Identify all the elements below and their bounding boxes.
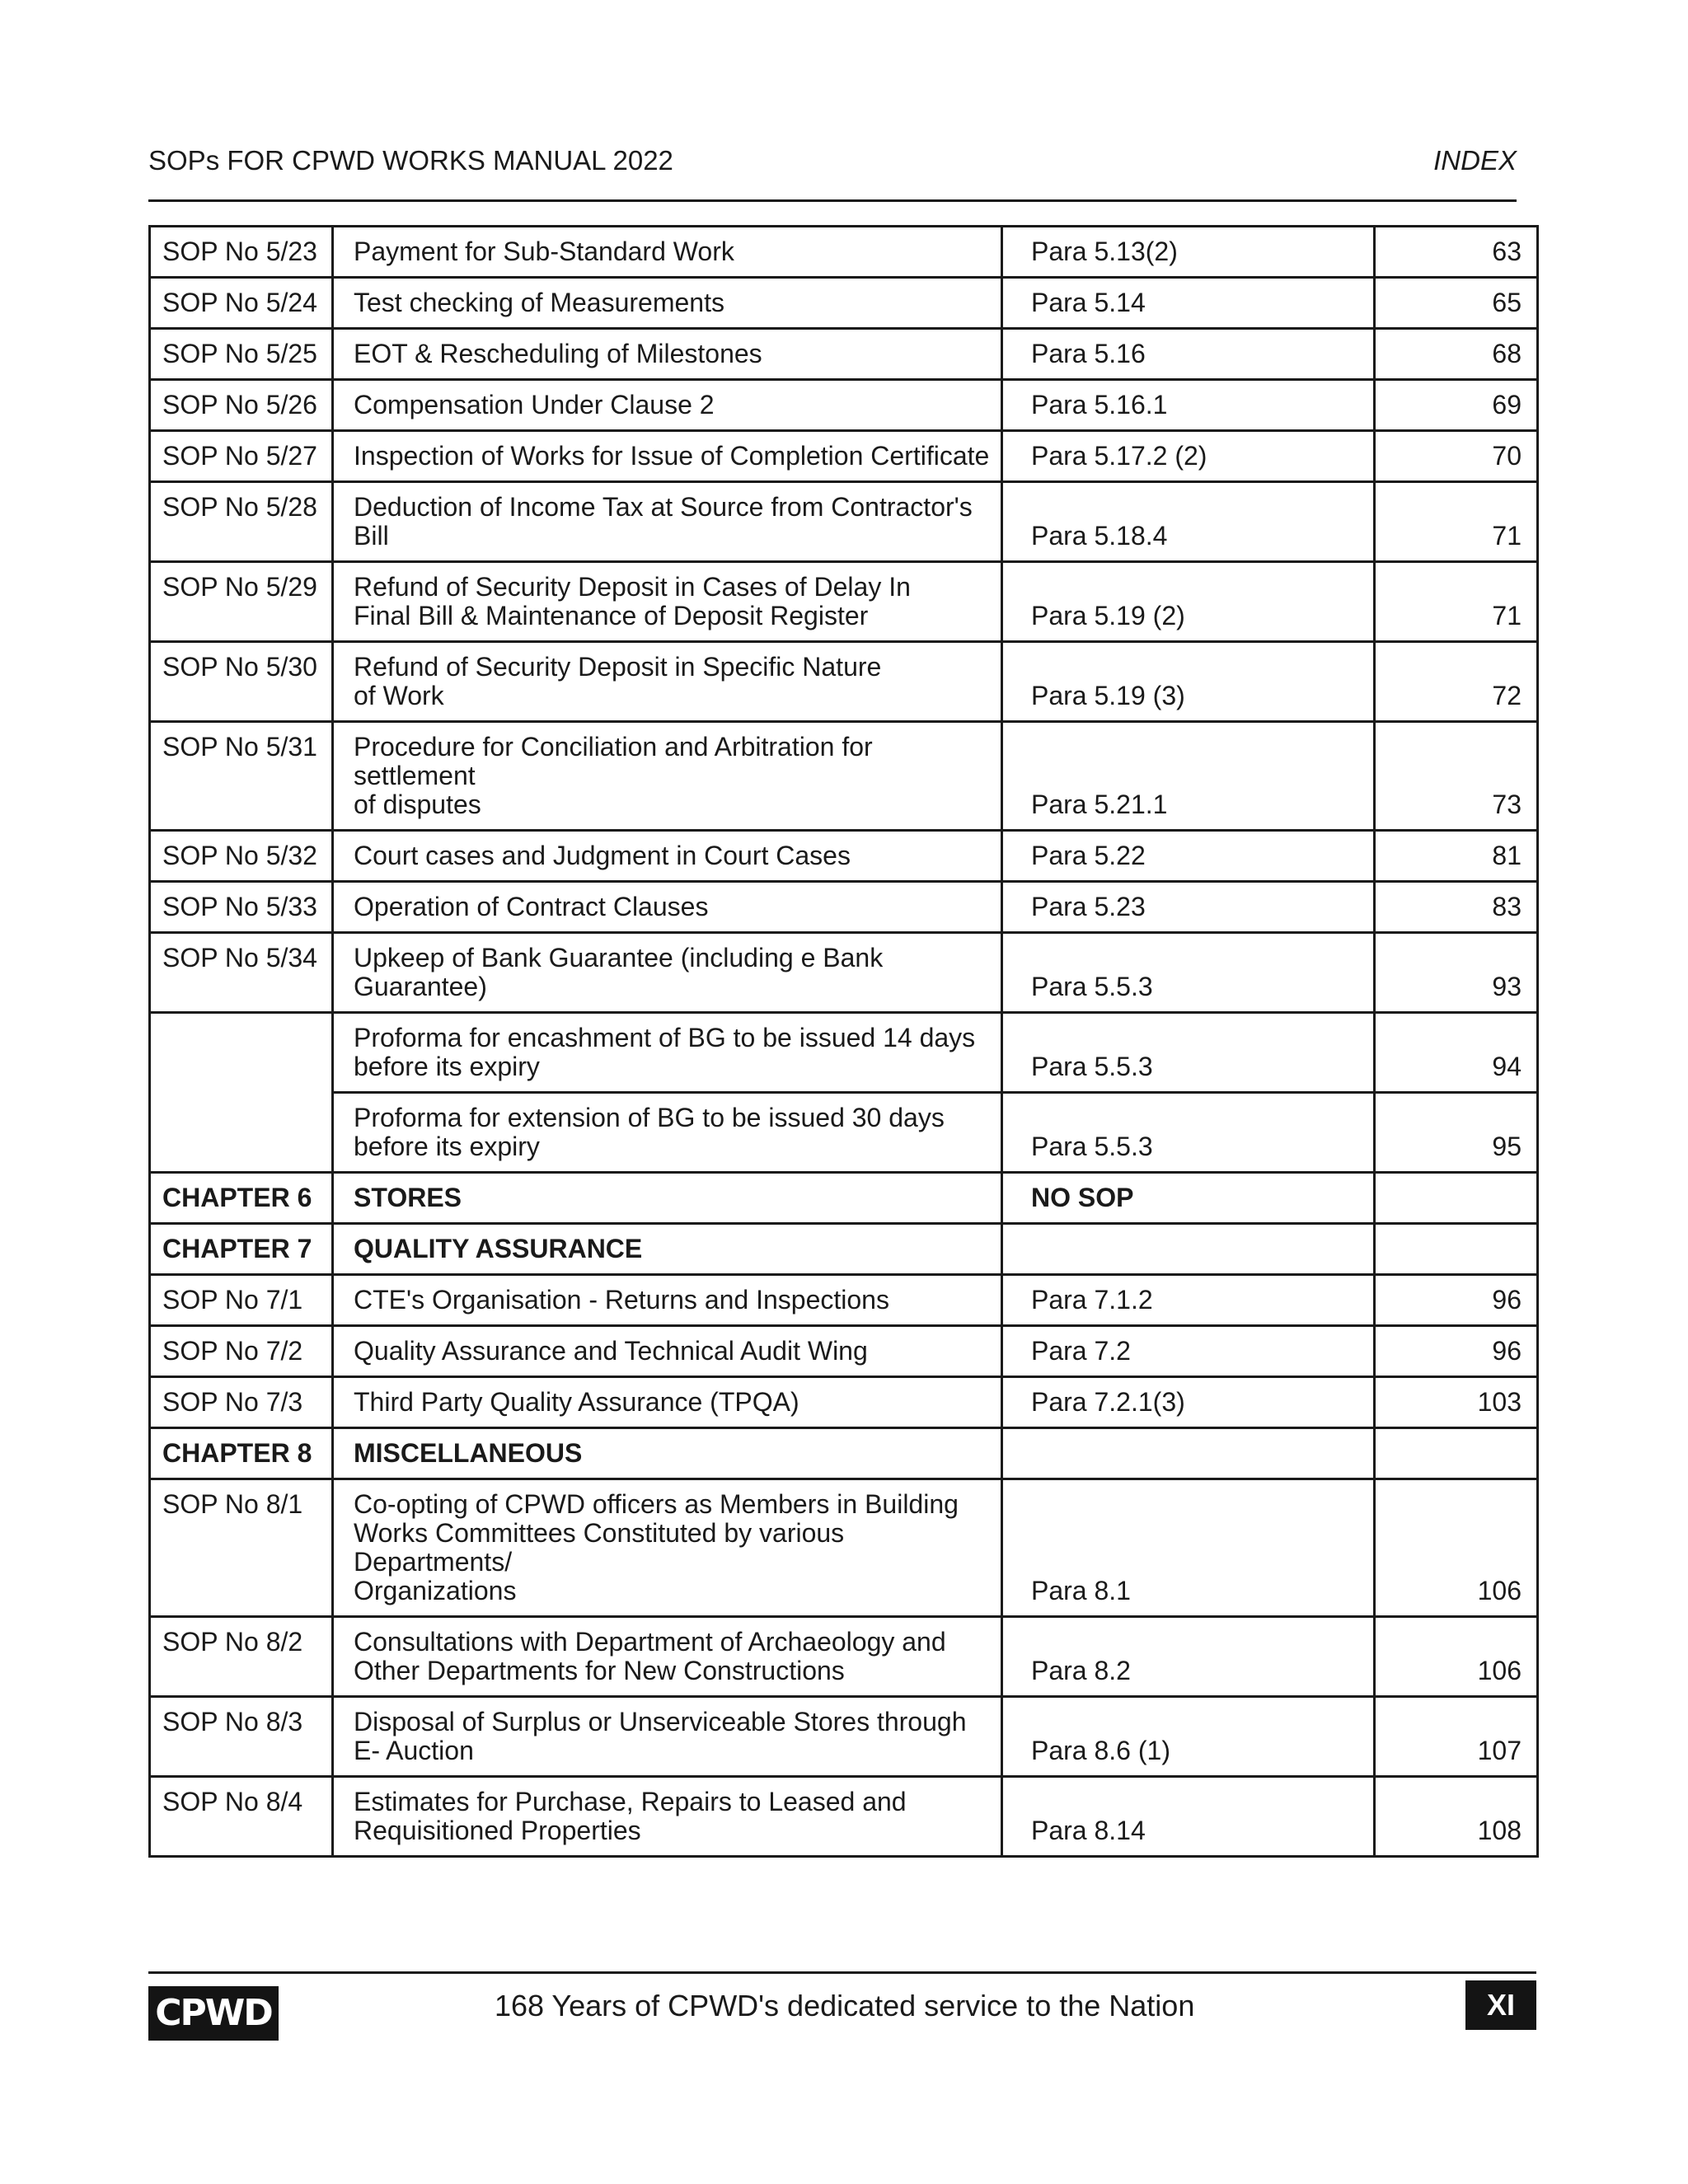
page-reference: [1375, 1173, 1538, 1224]
page-reference: 106: [1375, 1617, 1538, 1697]
page-reference: 71: [1375, 482, 1538, 562]
sop-description: [333, 329, 1002, 380]
chapter-title: [333, 1224, 1002, 1275]
para-reference: Para 5.17.2 (2): [1002, 431, 1375, 482]
para-reference: Para 8.14: [1002, 1777, 1375, 1857]
description-line: before its expiry: [354, 1052, 540, 1081]
para-reference: Para 5.19 (2): [1002, 562, 1375, 642]
description-line: Works Committees Constituted by various Departments/: [354, 1518, 845, 1577]
description-line: Refund of Security Deposit in Cases of Delay In: [354, 572, 911, 602]
sop-description: [333, 882, 1002, 933]
table-row: [150, 722, 1538, 831]
page-reference: 96: [1375, 1326, 1538, 1377]
sop-description: [333, 562, 1002, 642]
sop-number: SOP No 5/27: [150, 431, 333, 482]
table-row: [150, 1777, 1538, 1857]
table-row: [150, 1617, 1538, 1697]
para-reference: Para 5.5.3: [1002, 1013, 1375, 1093]
description-line: EOT & Rescheduling of Milestones: [354, 339, 762, 368]
table-row: [150, 933, 1538, 1013]
sop-number: SOP No 5/26: [150, 380, 333, 431]
footer-tagline: 168 Years of CPWD's dedicated service to the Nation: [495, 1989, 1195, 2022]
sop-description: [333, 1697, 1002, 1777]
sop-number: SOP No 5/24: [150, 278, 333, 329]
table-row: [150, 1326, 1538, 1377]
sop-description: [333, 831, 1002, 882]
sop-number: [150, 1013, 333, 1173]
description-line: CTE's Organisation - Returns and Inspections: [354, 1285, 889, 1315]
description-line: Requisitioned Properties: [354, 1816, 641, 1845]
page-reference: 83: [1375, 882, 1538, 933]
section-label: INDEX: [1433, 145, 1517, 176]
description-line: Upkeep of Bank Guarantee (including e Bank: [354, 943, 884, 972]
para-reference: Para 8.2: [1002, 1617, 1375, 1697]
page-reference: 65: [1375, 278, 1538, 329]
para-reference: Para 5.5.3: [1002, 1093, 1375, 1173]
sop-description: [333, 1275, 1002, 1326]
description-line: Court cases and Judgment in Court Cases: [354, 841, 851, 870]
description-line: Proforma for encashment of BG to be issued 14 days: [354, 1023, 976, 1052]
para-reference: [1002, 1428, 1375, 1479]
para-reference: Para 7.2: [1002, 1326, 1375, 1377]
para-reference: Para 7.2.1(3): [1002, 1377, 1375, 1428]
chapter-label: CHAPTER 6: [150, 1173, 333, 1224]
chapter-label: CHAPTER 7: [150, 1224, 333, 1275]
page-number: XI: [1465, 1980, 1536, 2030]
sop-number: SOP No 5/32: [150, 831, 333, 882]
description-line: Test checking of Measurements: [354, 288, 724, 317]
page-reference: 94: [1375, 1013, 1538, 1093]
para-reference: Para 5.13(2): [1002, 227, 1375, 278]
description-line: Inspection of Works for Issue of Completion Certificate: [354, 441, 990, 471]
sop-description: [333, 1093, 1002, 1173]
description-line: Quality Assurance and Technical Audit Wing: [354, 1336, 868, 1366]
description-line: E- Auction: [354, 1736, 474, 1765]
sop-number: SOP No 5/25: [150, 329, 333, 380]
description-line: MISCELLANEOUS: [354, 1438, 583, 1468]
page-reference: 107: [1375, 1697, 1538, 1777]
table-row: [150, 831, 1538, 882]
document-title: SOPs FOR CPWD WORKS MANUAL 2022: [148, 145, 673, 176]
sop-number: SOP No 8/4: [150, 1777, 333, 1857]
para-reference: [1002, 1224, 1375, 1275]
chapter-label: CHAPTER 8: [150, 1428, 333, 1479]
page-reference: [1375, 1428, 1538, 1479]
page-reference: 93: [1375, 933, 1538, 1013]
description-line: Procedure for Conciliation and Arbitration for settlement: [354, 732, 873, 790]
table-row: [150, 1479, 1538, 1617]
sop-number: SOP No 5/30: [150, 642, 333, 722]
sop-description: [333, 1777, 1002, 1857]
chapter-title: [333, 1173, 1002, 1224]
description-line: Organizations: [354, 1576, 517, 1605]
table-row: [150, 329, 1538, 380]
index-table-body: [150, 227, 1538, 1857]
sop-number: SOP No 5/28: [150, 482, 333, 562]
para-reference: Para 8.6 (1): [1002, 1697, 1375, 1777]
sop-number: SOP No 7/1: [150, 1275, 333, 1326]
description-line: Proforma for extension of BG to be issued 30 days: [354, 1103, 945, 1132]
sop-number: SOP No 8/1: [150, 1479, 333, 1617]
table-row: [150, 482, 1538, 562]
description-line: Payment for Sub-Standard Work: [354, 237, 734, 266]
sop-description: [333, 933, 1002, 1013]
description-line: Estimates for Purchase, Repairs to Leased and: [354, 1787, 907, 1816]
page-reference: 73: [1375, 722, 1538, 831]
page-reference: 106: [1375, 1479, 1538, 1617]
table-row: [150, 278, 1538, 329]
sop-description: [333, 1013, 1002, 1093]
sop-number: SOP No 5/34: [150, 933, 333, 1013]
description-line: QUALITY ASSURANCE: [354, 1234, 643, 1263]
sop-description: [333, 722, 1002, 831]
table-row: [150, 1013, 1538, 1093]
sop-description: [333, 1326, 1002, 1377]
page-reference: 96: [1375, 1275, 1538, 1326]
sop-description: [333, 1617, 1002, 1697]
page-reference: 68: [1375, 329, 1538, 380]
page-footer: [148, 1971, 1536, 2040]
page-reference: 72: [1375, 642, 1538, 722]
table-row: [150, 431, 1538, 482]
para-reference: Para 5.21.1: [1002, 722, 1375, 831]
table-row: [150, 227, 1538, 278]
page-reference: 69: [1375, 380, 1538, 431]
cpwd-logo: CPWD: [148, 1986, 279, 2041]
description-line: Compensation Under Clause 2: [354, 390, 715, 419]
sop-description: [333, 380, 1002, 431]
para-reference: Para 5.5.3: [1002, 933, 1375, 1013]
description-line: Refund of Security Deposit in Specific Nature: [354, 652, 882, 682]
sop-description: [333, 1479, 1002, 1617]
sop-description: [333, 227, 1002, 278]
sop-description: [333, 642, 1002, 722]
description-line: Co-opting of CPWD officers as Members in Building: [354, 1489, 959, 1519]
para-reference: Para 5.14: [1002, 278, 1375, 329]
description-line: Bill: [354, 521, 389, 551]
chapter-row: [150, 1224, 1538, 1275]
table-row: [150, 1275, 1538, 1326]
para-reference: Para 7.1.2: [1002, 1275, 1375, 1326]
para-reference: Para 5.22: [1002, 831, 1375, 882]
para-reference: Para 5.16.1: [1002, 380, 1375, 431]
page-reference: 103: [1375, 1377, 1538, 1428]
chapter-row: [150, 1173, 1538, 1224]
description-line: Deduction of Income Tax at Source from Contractor's: [354, 492, 973, 522]
sop-number: SOP No 5/29: [150, 562, 333, 642]
page-reference: 71: [1375, 562, 1538, 642]
chapter-row: [150, 1428, 1538, 1479]
sop-description: [333, 278, 1002, 329]
page-reference: 63: [1375, 227, 1538, 278]
description-line: Final Bill & Maintenance of Deposit Register: [354, 601, 869, 630]
para-reference: Para 5.16: [1002, 329, 1375, 380]
table-row: [150, 1697, 1538, 1777]
sop-number: SOP No 5/33: [150, 882, 333, 933]
table-row: [150, 1377, 1538, 1428]
sop-description: [333, 1377, 1002, 1428]
table-row: [150, 1093, 1538, 1173]
para-reference: NO SOP: [1002, 1173, 1375, 1224]
description-line: Third Party Quality Assurance (TPQA): [354, 1387, 799, 1417]
sop-description: [333, 482, 1002, 562]
sop-number: SOP No 5/31: [150, 722, 333, 831]
sop-number: SOP No 5/23: [150, 227, 333, 278]
description-line: Operation of Contract Clauses: [354, 892, 709, 921]
para-reference: Para 8.1: [1002, 1479, 1375, 1617]
page-reference: 81: [1375, 831, 1538, 882]
sop-number: SOP No 8/3: [150, 1697, 333, 1777]
para-reference: Para 5.18.4: [1002, 482, 1375, 562]
page-header: [148, 140, 1517, 202]
page-reference: [1375, 1224, 1538, 1275]
description-line: before its expiry: [354, 1132, 540, 1161]
description-line: Other Departments for New Constructions: [354, 1656, 845, 1685]
table-row: [150, 882, 1538, 933]
page-reference: 95: [1375, 1093, 1538, 1173]
index-table: [148, 225, 1539, 1858]
page-reference: 70: [1375, 431, 1538, 482]
description-line: Guarantee): [354, 972, 487, 1001]
page-reference: 108: [1375, 1777, 1538, 1857]
sop-number: SOP No 7/3: [150, 1377, 333, 1428]
description-line: of disputes: [354, 790, 481, 819]
sop-number: SOP No 8/2: [150, 1617, 333, 1697]
description-line: Consultations with Department of Archaeology and: [354, 1627, 946, 1657]
table-row: [150, 642, 1538, 722]
sop-number: SOP No 7/2: [150, 1326, 333, 1377]
description-line: Disposal of Surplus or Unserviceable Stores through: [354, 1707, 967, 1736]
description-line: of Work: [354, 681, 444, 710]
para-reference: Para 5.23: [1002, 882, 1375, 933]
para-reference: Para 5.19 (3): [1002, 642, 1375, 722]
table-row: [150, 380, 1538, 431]
table-row: [150, 562, 1538, 642]
description-line: STORES: [354, 1183, 462, 1212]
sop-description: [333, 431, 1002, 482]
chapter-title: [333, 1428, 1002, 1479]
